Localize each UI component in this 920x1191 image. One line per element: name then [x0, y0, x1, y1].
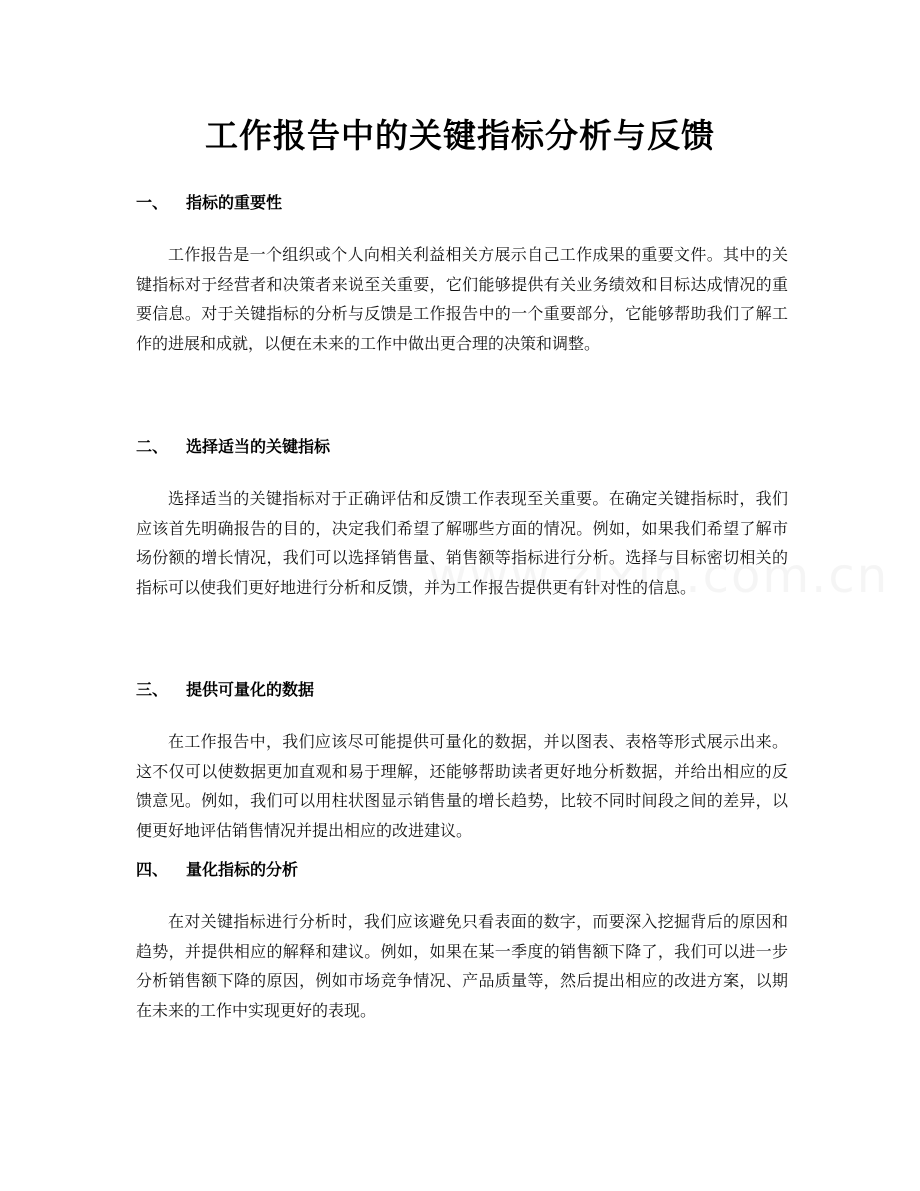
section-number: 四、: [136, 860, 169, 879]
section-paragraph: 在对关键指标进行分析时，我们应该避免只看表面的数字，而要深入挖掘背后的原因和趋势，并提供相应的解释和建议。例如，如果在某一季度的销售额下降了，我们可以进一步分析销售额下降的原因，例如市场竞争情况、产品质量等，然后提出相应的改进方案，以期在未来的工作中实现更好的表现。: [136, 912, 788, 1020]
section-heading: [136, 434, 788, 458]
section-4: [136, 857, 788, 1025]
section-paragraph: 在工作报告中，我们应该尽可能提供可量化的数据，并以图表、表格等形式展示出来。这不仅可以使数据更加直观和易于理解，还能够帮助读者更好地分析数据，并给出相应的反馈意见。例如，我们可以用柱状图显示销售量的增长趋势，比较不同时间段之间的差异，以便更好地评估销售情况并提出相应的改进建议。: [136, 732, 788, 840]
page-title: 工作报告中的关键指标分析与反馈: [205, 116, 715, 155]
section-paragraph: 工作报告是一个组织或个人向相关利益相关方展示自己工作成果的重要文件。其中的关键指标对于经营者和决策者来说至关重要，它们能够提供有关业务绩效和目标达成情况的重要信息。对于关键指标的分析与反馈是工作报告中的一个重要部分，它能够帮助我们了解工作的进展和成就，以便在未来的工作中做出更合理的决策和调整。: [136, 245, 788, 353]
section-title: 指标的重要性: [186, 193, 283, 212]
section-number: 一、: [136, 193, 169, 212]
section-heading: [136, 190, 788, 214]
section-title: 提供可量化的数据: [186, 680, 315, 699]
section-number: 二、: [136, 437, 169, 456]
section-1: [136, 190, 788, 358]
section-heading: [136, 677, 788, 701]
section-2: [136, 434, 788, 602]
section-title: 选择适当的关键指标: [186, 437, 331, 456]
section-paragraph: 选择适当的关键指标对于正确评估和反馈工作表现至关重要。在确定关键指标时，我们应该首先明确报告的目的，决定我们希望了解哪些方面的情况。例如，如果我们希望了解市场份额的增长情况，我们可以选择销售量、销售额等指标进行分析。选择与目标密切相关的指标可以使我们更好地进行分析和反馈，并为工作报告提供更有针对性的信息。: [136, 489, 788, 597]
section-3: [136, 677, 788, 845]
section-number: 三、: [136, 680, 169, 699]
section-title: 量化指标的分析: [186, 860, 299, 879]
section-heading: [136, 857, 788, 881]
